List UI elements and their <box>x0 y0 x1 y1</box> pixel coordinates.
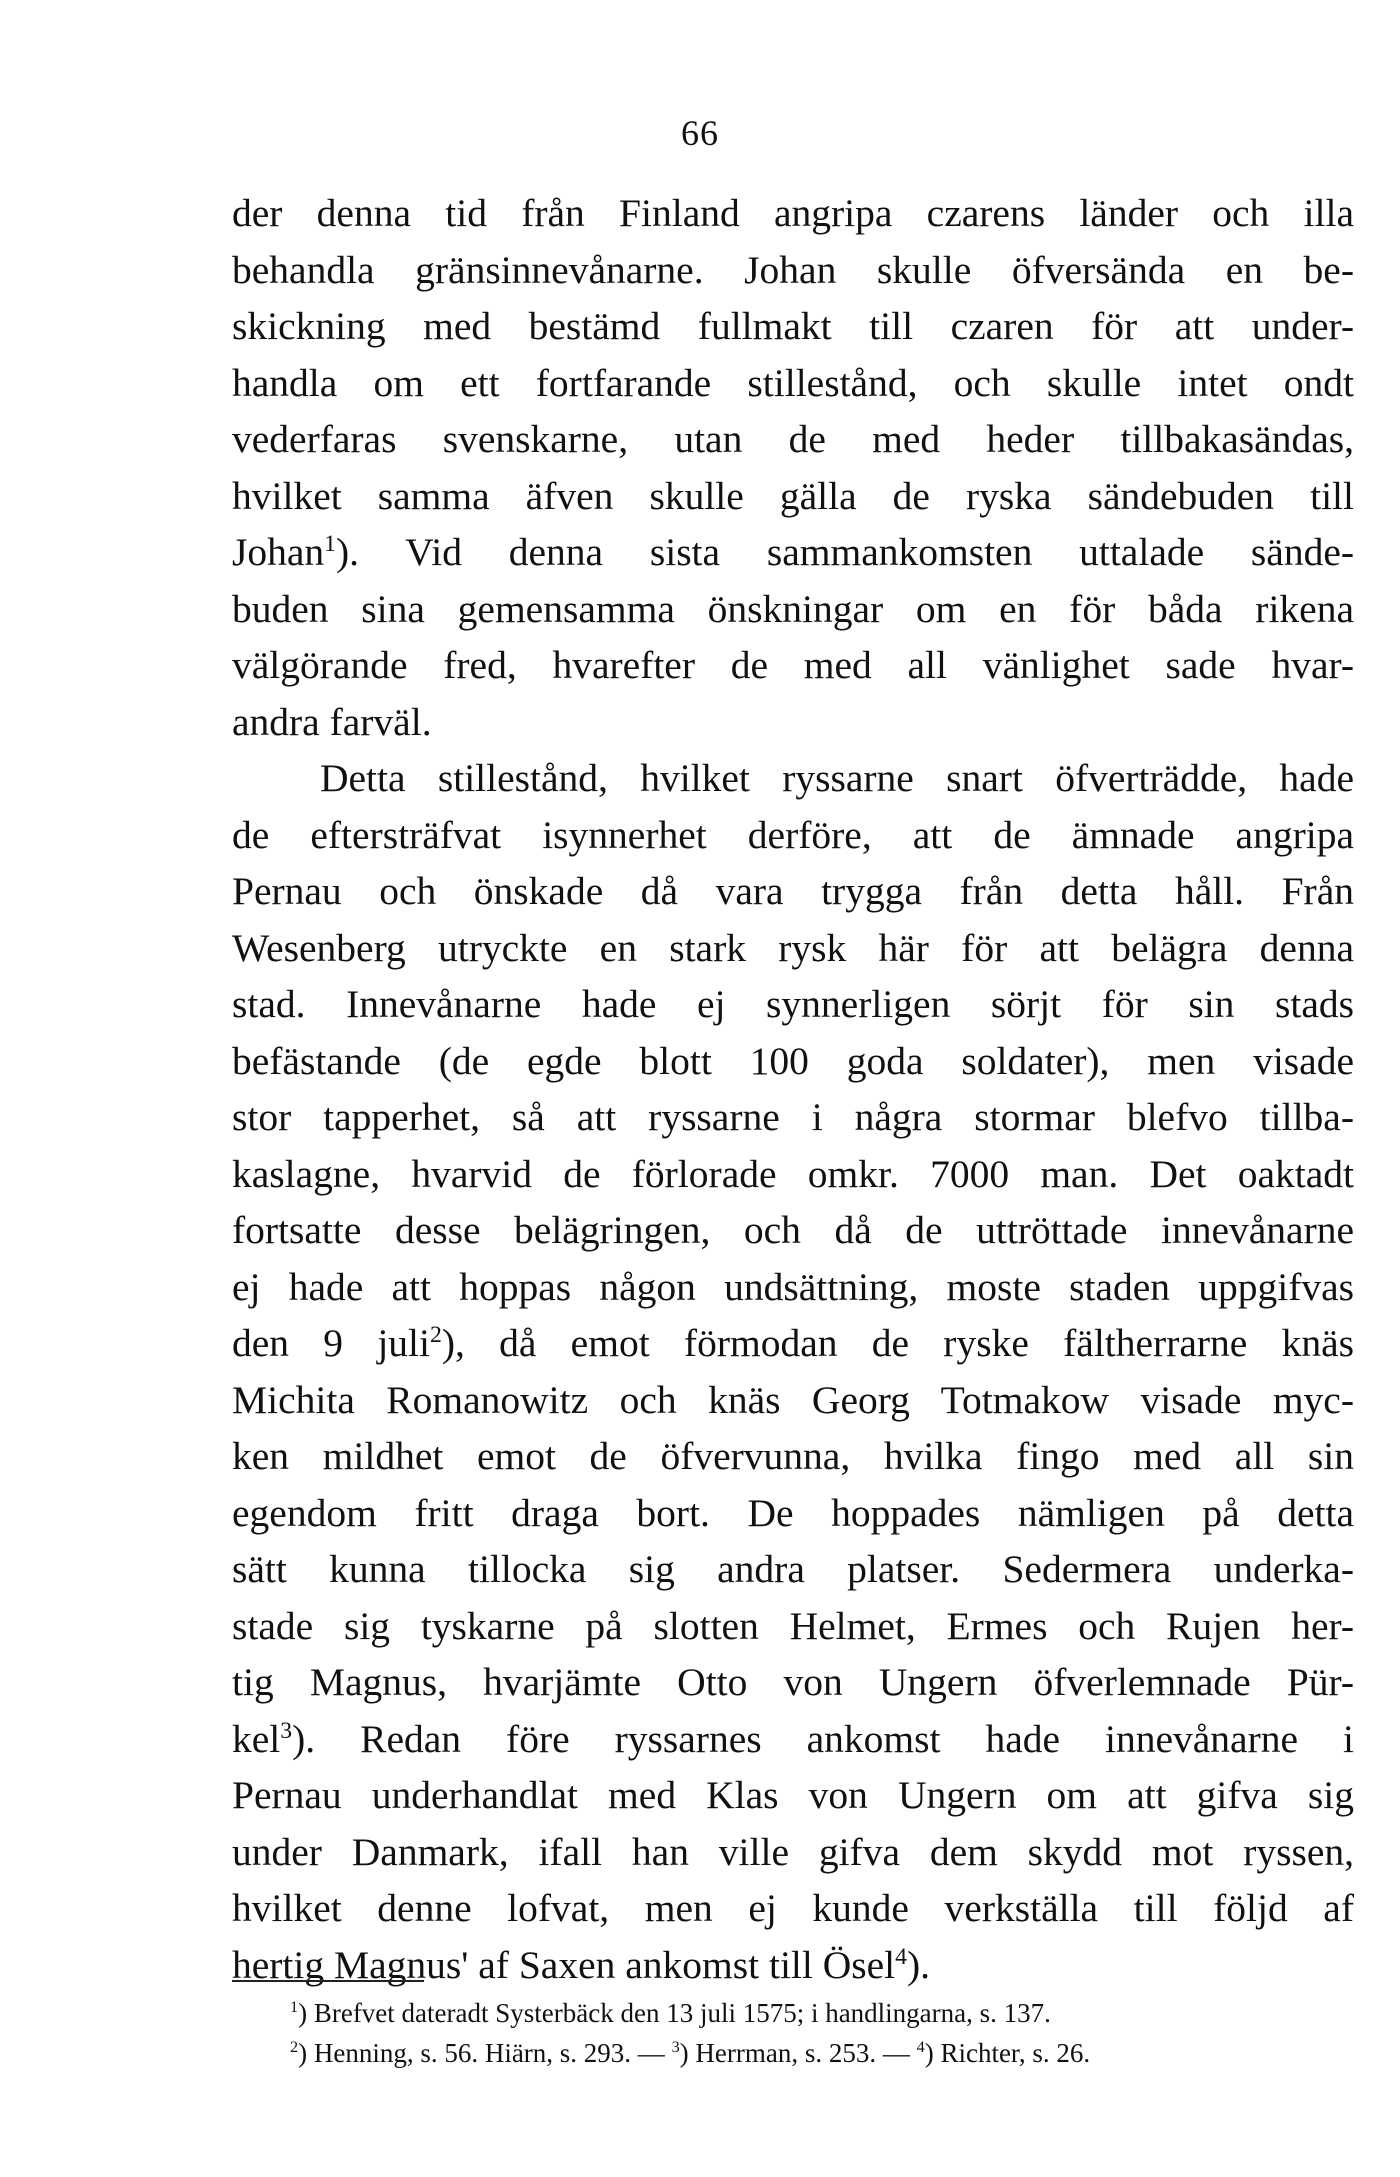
text-line: skickning med bestämd fullmakt till czaren för att under- <box>232 304 1354 348</box>
text-line: kaslagne, hvarvid de förlorade omkr. 7000 man. Det oaktadt <box>232 1151 1354 1196</box>
text-line: stad. Innevånarne hade ej synnerligen sörjt för sin stads <box>232 982 1354 1026</box>
text-line: sätt kunna tillocka sig andra platser. Sedermera underka- <box>232 1547 1354 1591</box>
text-line: buden sina gemensamma önskningar om en för båda rikena <box>232 586 1354 631</box>
text-line: Pernau underhandlat med Klas von Ungern om att gifva sig <box>232 1773 1354 1817</box>
text-line: Michita Romanowitz och knäs Georg Totmakow visade myc- <box>232 1377 1354 1422</box>
text-line <box>232 1315 1354 1372</box>
footnote-mark: 1 <box>290 1998 299 2016</box>
text-line: stade sig tyskarne på slotten Helmet, Ermes och Rujen her- <box>232 1603 1354 1648</box>
footnote-ref-2: 2 <box>430 1321 442 1348</box>
text-segment: hertig Magnus' af Saxen ankomst till Ösel <box>232 1942 896 1987</box>
text-line: fortsatte desse belägringen, och då de uttröttade innevånarne <box>232 1208 1354 1252</box>
text-line <box>232 1937 1354 1994</box>
footnote-mark: 3 <box>671 2038 680 2056</box>
text-segment: Johan <box>232 530 325 574</box>
footnote-ref-1: 1 <box>324 530 336 557</box>
text-segment: ). Redan före ryssarnes ankomst hade innevånarne i <box>292 1716 1354 1761</box>
footnote-1 <box>290 1993 1354 2033</box>
text-segment: ). <box>907 1942 931 1987</box>
footnote-mark: 4 <box>916 2038 925 2056</box>
text-line <box>232 1711 1354 1768</box>
footnote-text: ) Richter, s. 26. <box>924 2038 1091 2068</box>
text-segment: ). Vid denna sista sammankomsten uttalade sände- <box>336 530 1354 574</box>
footnote-text: ) Herrman, s. 253. — <box>679 2038 917 2068</box>
text-line: stor tapperhet, så att ryssarne i några stormar blefvo tillba- <box>232 1095 1354 1139</box>
text-line: behandla gränsinnevånarne. Johan skulle öfversända en be- <box>232 247 1354 292</box>
text-line: befästande (de egde blott 100 goda soldater), men visade <box>232 1038 1354 1083</box>
text-line: vederfaras svenskarne, utan de med heder tillbakasändas, <box>232 417 1354 461</box>
text-line: hvilket denne lofvat, men ej kunde verkställa till följd af <box>232 1886 1354 1930</box>
text-line: hvilket samma äfven skulle gälla de ryska sändebuden till <box>232 473 1354 518</box>
text-line: under Danmark, ifall han ville gifva dem skydd mot ryssen, <box>232 1829 1354 1874</box>
footnote-text: ) Brefvet dateradt Systerbäck den 13 juli 1575; i handlingarna, s. 137. <box>298 1998 1051 2028</box>
footnote-mark: 2 <box>290 2038 299 2056</box>
text-line: Wesenberg utryckte en stark rysk här för att belägra denna <box>232 925 1354 970</box>
footnote-text: ) Henning, s. 56. Hiärn, s. 293. — <box>298 2038 672 2068</box>
text-line: tig Magnus, hvarjämte Otto von Ungern öfverlemnade Pür- <box>232 1660 1354 1704</box>
page-number: 66 <box>681 113 719 153</box>
text-line: ej hade att hoppas någon undsättning, moste staden uppgifvas <box>232 1264 1354 1309</box>
footnote-2-3-4 <box>290 2033 1354 2073</box>
main-text <box>232 185 1354 1993</box>
footnotes <box>290 1993 1354 2073</box>
text-line: välgörande fred, hvarefter de med all vänlighet sade hvar- <box>232 643 1354 687</box>
footnote-ref-4: 4 <box>895 1943 907 1970</box>
text-line: de eftersträfvat isynnerhet derföre, att de ämnade angripa <box>232 812 1354 857</box>
text-segment: den 9 juli <box>232 1321 430 1365</box>
footnote-divider <box>232 1980 424 1982</box>
text-line: handla om ett fortfarande stillestånd, och skulle intet ondt <box>232 360 1354 405</box>
text-line <box>232 524 1354 581</box>
paragraph-start: Detta stillestånd, hvilket ryssarne snart öfverträdde, hade <box>320 756 1354 800</box>
footnote-ref-3: 3 <box>280 1717 293 1744</box>
text-line: der denna tid från Finland angripa czarens länder och illa <box>232 191 1354 235</box>
text-line: ken mildhet emot de öfvervunna, hvilka fingo med all sin <box>232 1434 1354 1478</box>
text-line: Pernau och önskade då vara trygga från detta håll. Från <box>232 869 1354 913</box>
text-segment: kel <box>232 1716 281 1761</box>
text-line: egendom fritt draga bort. De hoppades nämligen på detta <box>232 1490 1354 1535</box>
text-line: andra farväl. <box>232 699 432 744</box>
text-segment: ), då emot förmodan de ryske fältherrarne knäs <box>441 1321 1354 1365</box>
